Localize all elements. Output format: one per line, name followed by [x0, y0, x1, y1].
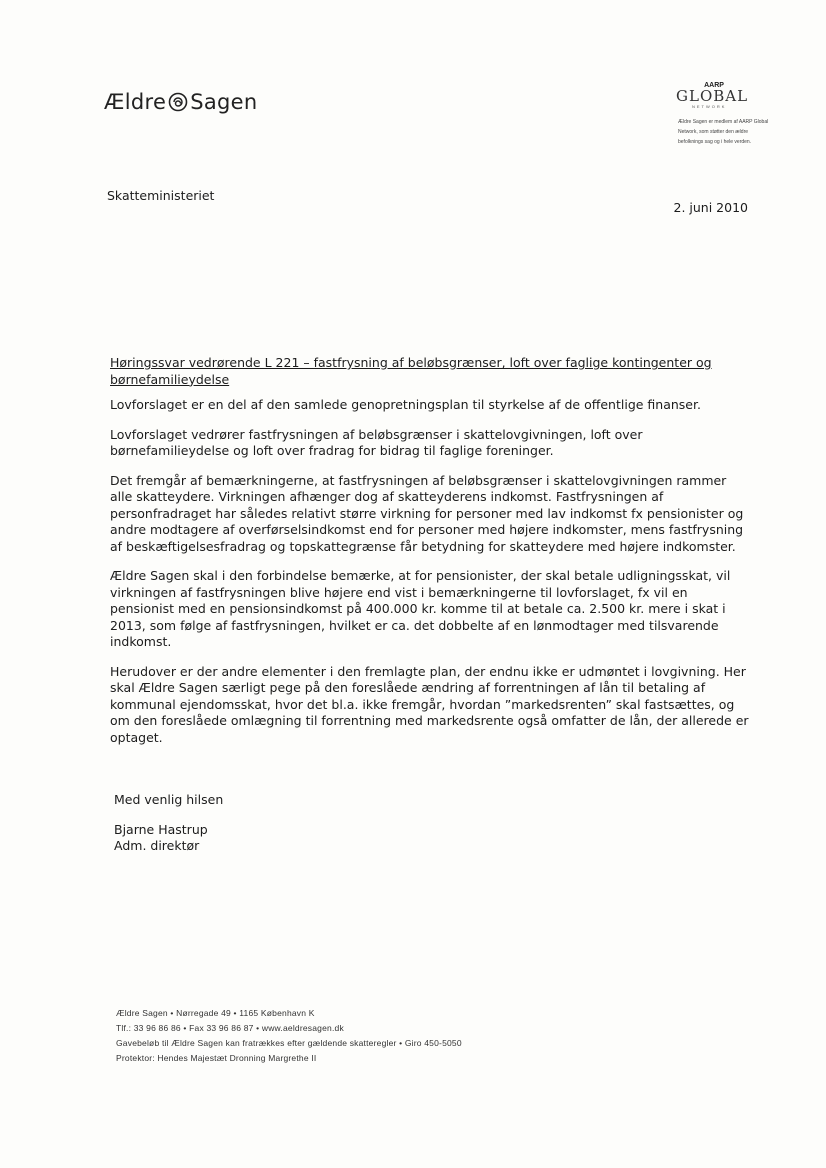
aarp-global-text: GLOBAL — [676, 87, 749, 105]
body-paragraph: Lovforslaget er en del af den samlede genopretningsplan til styrkelse af de offentlige finanser. — [110, 397, 701, 412]
footer-patron: Protektor: Hendes Majestæt Dronning Margrethe II — [116, 1053, 317, 1063]
recipient: Skatteministeriet — [107, 188, 215, 203]
body-paragraph: Det fremgår af bemærkningerne, at fastfrysningen af beløbsgrænser i skattelovgivningen rammer alle skatteydere. Virkningen afhænger dog af skatteyderens indkomst. Fastfrysningen af personfradraget har således relativt større virkning for personer med lav indkomst fx pensionister og andre modtagere af overførselsindkomst end for personer med højere indkomster, mens fastfrysning af beskæftigelsesfradrag og topskattegrænse får betydning for skatteydere med højere indkomster. — [110, 472, 744, 554]
body-paragraph: Lovforslaget vedrører fastfrysningen af beløbsgrænser i skattelovgivningen, loft over børnefamilieydelse og loft over fradrag for bidrag til faglige foreninger. — [110, 426, 643, 458]
footer-address: Ældre Sagen • Nørregade 49 • 1165 København K — [116, 1008, 315, 1018]
body-paragraph: Ældre Sagen skal i den forbindelse bemærke, at for pensionister, der skal betale udligningsskat, vil virkningen af fastfrysningen blive højere end vist i bemærkningerne til lovforslaget, fx vil en pensionist med en pensionsindkomst på 400.000 kr. komme til at betale ca. 2.500 kr. mere i skat i 2013, som følge af fastfrysningen, hvilket er ca. det dobbelte af en lønmodtager med tilsvarende indkomst. — [110, 568, 731, 649]
signer-name: Bjarne Hastrup — [114, 821, 208, 837]
body-paragraph: Herudover er der andre elementer i den fremlagte plan, der endnu ikke er udmøntet i lovgivning. Her skal Ældre Sagen særligt pege på den foreslåede ændring af forrentningen af lån til betaling af kommunal ejendomsskat, hvor det bl.a. ikke fremgår, hvordan ”markedsrenten” skal fastsættes, og om den foreslåede omlægning til forrentning med markedsrente også omfatter de lån, der allerede er optaget. — [110, 663, 749, 745]
footer-contact: Tlf.: 33 96 86 86 • Fax 33 96 86 87 • www.aeldresagen.dk — [116, 1023, 344, 1033]
closing-greeting: Med venlig hilsen — [114, 792, 224, 807]
aarp-label: AARP — [704, 82, 724, 89]
aeldre-sagen-logo — [104, 90, 257, 114]
aarp-network-text: NETWORK — [692, 104, 727, 109]
aarp-global-network-mark — [676, 82, 776, 147]
logo-word-left: Ældre — [104, 90, 167, 114]
letter-body — [110, 355, 750, 746]
signer-title: Adm. direktør — [114, 838, 200, 853]
logo-word-right: Sagen — [190, 90, 258, 114]
letter-date: 2. juni 2010 — [673, 200, 748, 215]
spiral-logo-icon — [168, 92, 188, 112]
letter-closing — [114, 792, 223, 855]
letter-subject: Høringssvar vedrørende L 221 – fastfrysning af beløbsgrænser, loft over faglige kontingenter og børnefamilieydelse — [110, 355, 712, 387]
aarp-description: Ældre Sagen er medlem af AARP Global Network, som støtter den ældre befolknings sag og i hele verden. — [678, 119, 769, 145]
letter-footer — [116, 1006, 462, 1066]
footer-donation: Gavebeløb til Ældre Sagen kan fratrækkes efter gældende skatteregler • Giro 450-5050 — [116, 1038, 462, 1048]
